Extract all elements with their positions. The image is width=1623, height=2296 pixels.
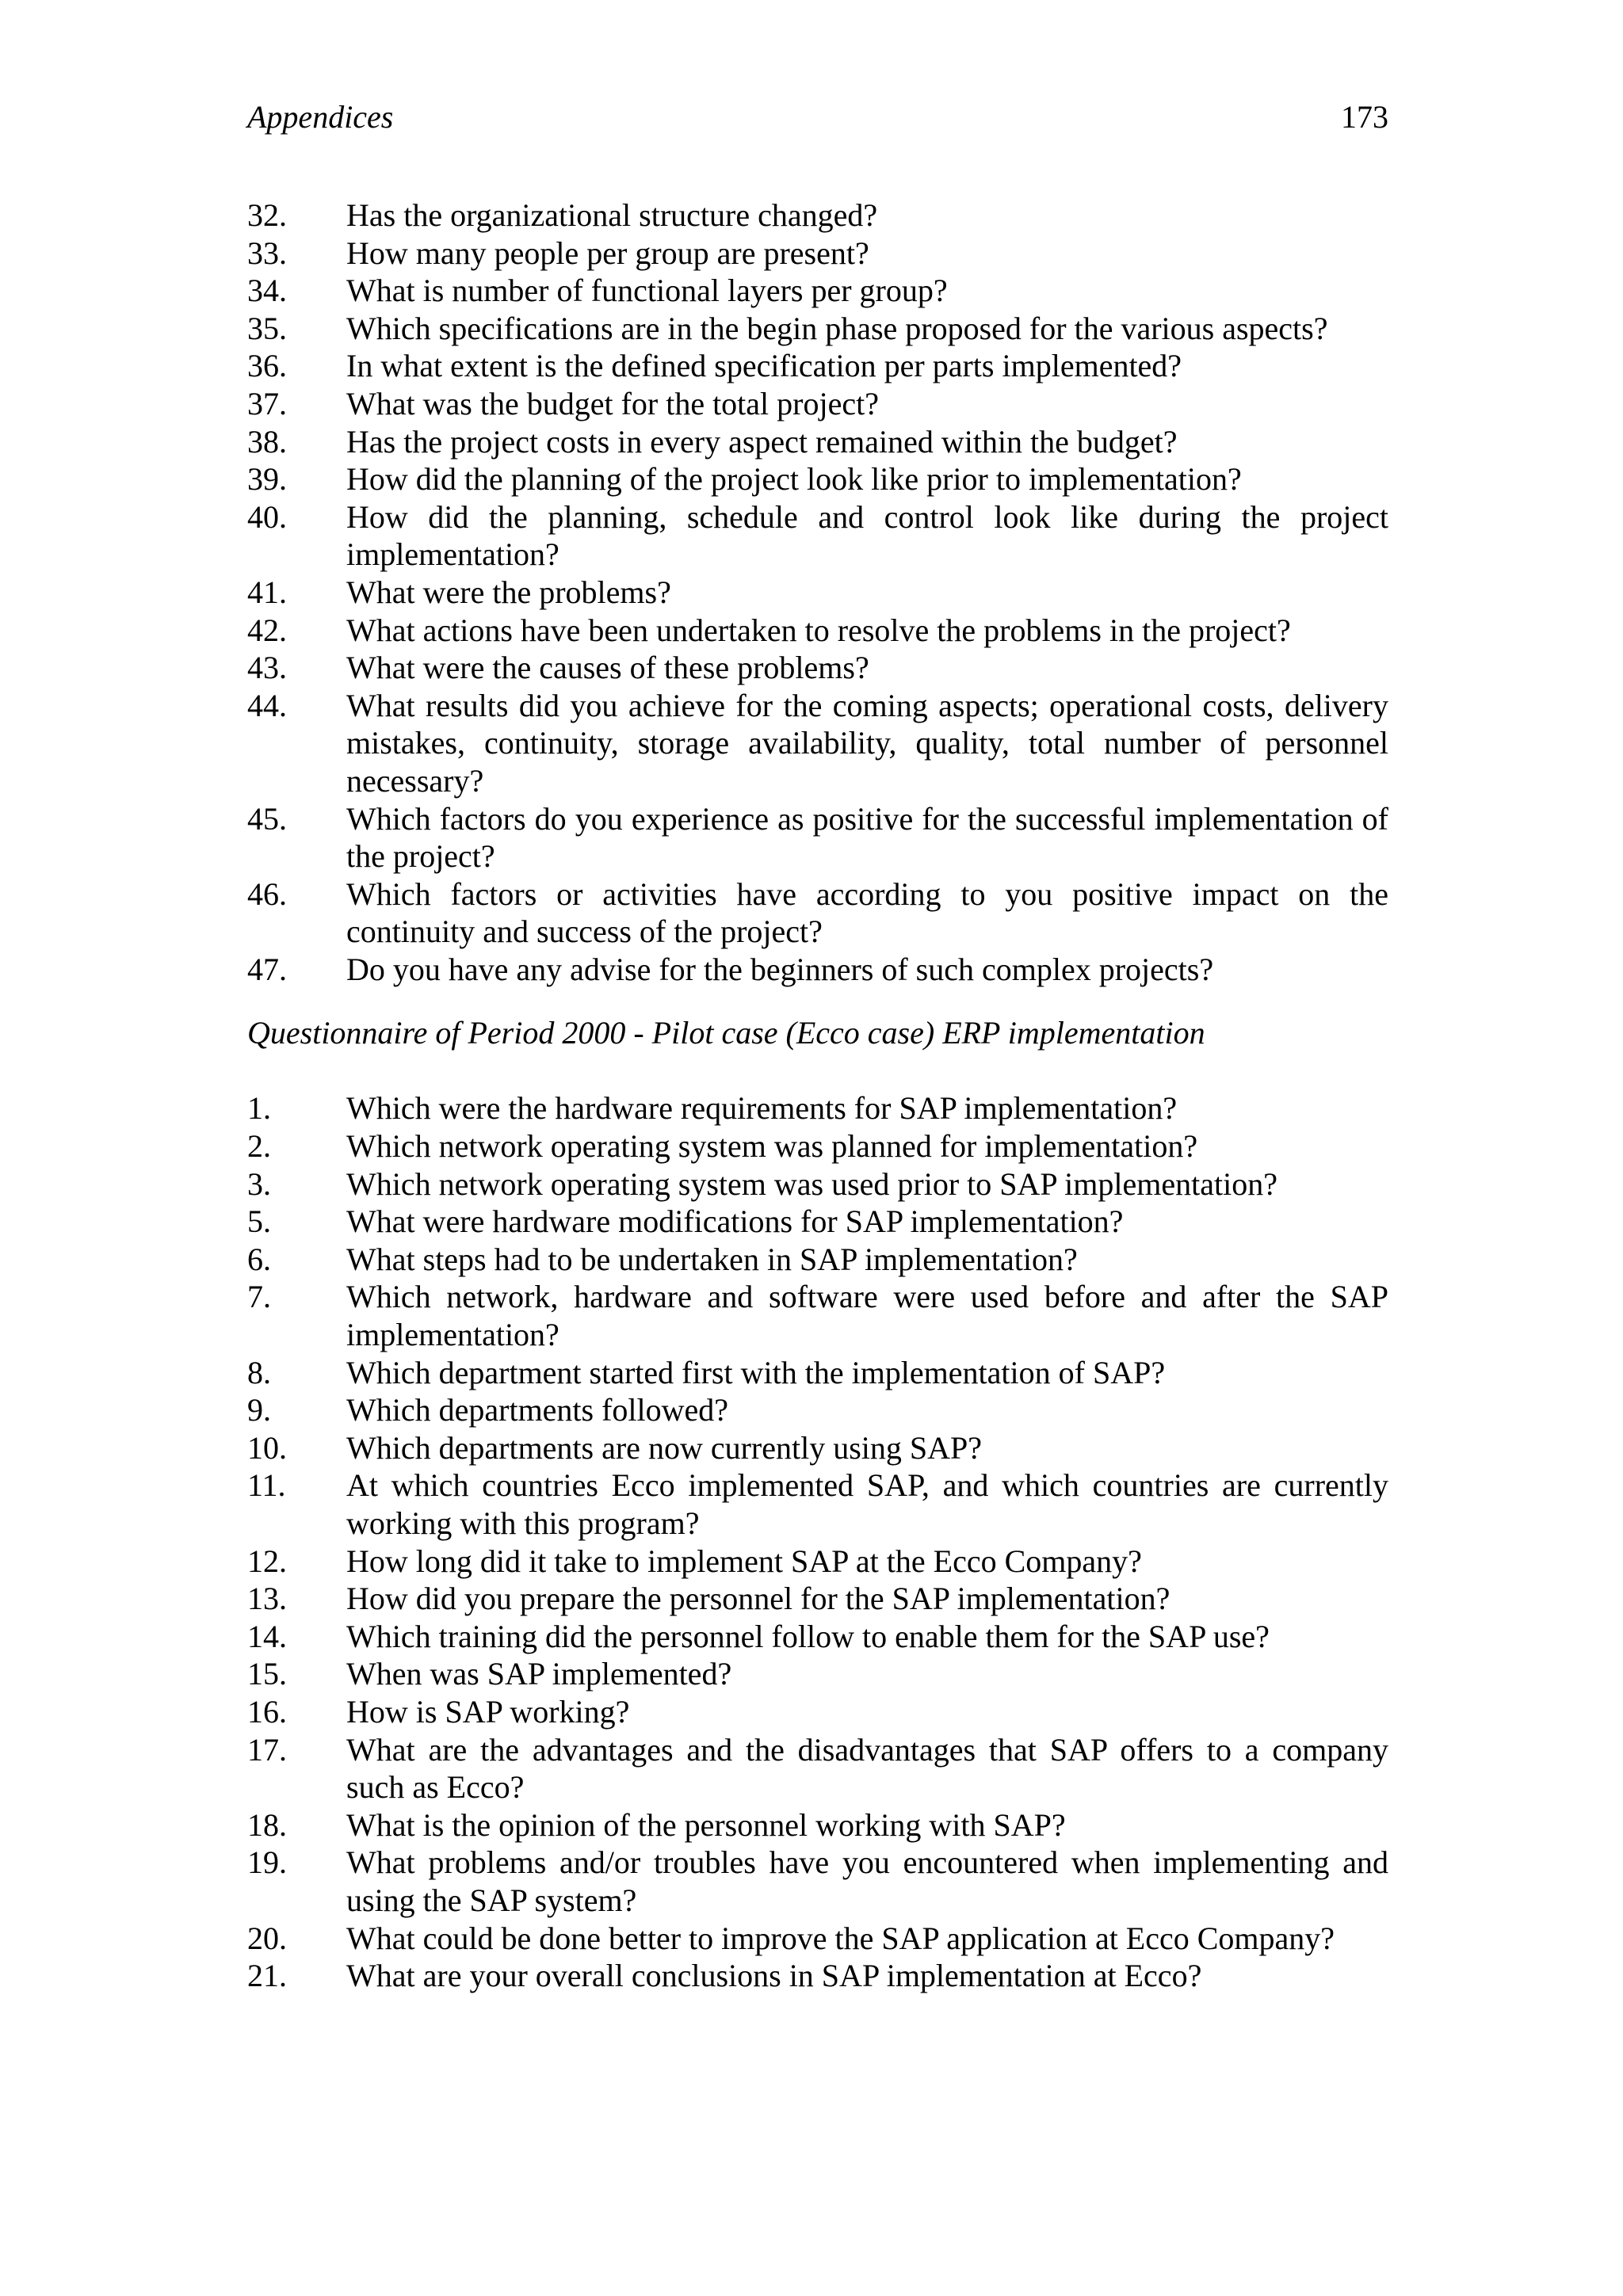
question-text: What are the advantages and the disadvantages that SAP offers to a company such as Ecco?: [346, 1731, 1388, 1806]
list-item: [247, 272, 1388, 310]
list-item: [247, 1806, 1388, 1844]
question-number: 40.: [247, 498, 287, 535]
question-text: Which department started first with the implementation of SAP?: [346, 1354, 1166, 1390]
question-number: 43.: [247, 650, 287, 686]
question-number: 35.: [247, 310, 287, 346]
list-item: [247, 1203, 1388, 1241]
question-text: What actions have been undertaken to resolve the problems in the project?: [346, 612, 1291, 648]
question-number: 2.: [247, 1128, 271, 1165]
section-heading: Questionnaire of Period 2000 - Pilot case (Ecco case) ERP implementation: [247, 1015, 1205, 1051]
question-text: What is the opinion of the personnel working with SAP?: [346, 1806, 1066, 1843]
question-text: Which training did the personnel follow to enable them for the SAP use?: [346, 1618, 1270, 1654]
question-text: What steps had to be undertaken in SAP implementation?: [346, 1241, 1078, 1277]
question-text: Which network operating system was used prior to SAP implementation?: [346, 1165, 1277, 1202]
question-number: 45.: [247, 800, 287, 837]
list-item: [247, 1920, 1388, 1958]
list-item: [247, 1655, 1388, 1693]
page-content: [247, 196, 1388, 1995]
list-item: [247, 951, 1388, 989]
question-number: 18.: [247, 1806, 287, 1843]
question-text: What were hardware modifications for SAP implementation?: [346, 1203, 1124, 1240]
list-item: [247, 1543, 1388, 1581]
question-text: Which departments are now currently using SAP?: [346, 1429, 983, 1466]
list-item: [247, 1580, 1388, 1618]
question-number: 3.: [247, 1165, 271, 1202]
question-text: What problems and/or troubles have you encountered when implementing and using the SAP system?: [346, 1844, 1388, 1918]
question-text: What results did you achieve for the coming aspects; operational costs, delivery mistakes, continuity, storage availability, quality, total number of personnel necessary?: [346, 687, 1388, 799]
question-text: How is SAP working?: [346, 1693, 630, 1730]
list-item: [247, 1844, 1388, 1919]
list-item: [247, 1241, 1388, 1279]
question-number: 13.: [247, 1581, 287, 1617]
question-text: What are your overall conclusions in SAP implementation at Ecco?: [346, 1958, 1202, 1994]
question-text: Has the organizational structure changed?: [346, 197, 878, 233]
question-text: In what extent is the defined specification per parts implemented?: [346, 348, 1182, 384]
question-number: 19.: [247, 1844, 287, 1881]
question-text: What were the problems?: [346, 574, 671, 610]
question-text: When was SAP implemented?: [346, 1656, 732, 1692]
list-item: [247, 649, 1388, 687]
question-text: What were the causes of these problems?: [346, 650, 869, 686]
question-text: Which network, hardware and software were used before and after the SAP implementation?: [346, 1279, 1388, 1353]
list-item: [247, 1391, 1388, 1429]
question-number: 17.: [247, 1731, 287, 1768]
question-number: 46.: [247, 875, 287, 912]
question-text: Do you have any advise for the beginners of such complex projects?: [346, 951, 1214, 987]
question-text: Which were the hardware requirements for SAP implementation?: [346, 1090, 1178, 1127]
question-number: 6.: [247, 1241, 271, 1277]
list-item: [247, 460, 1388, 498]
question-number: 15.: [247, 1656, 287, 1692]
question-number: 10.: [247, 1429, 287, 1466]
list-item: [247, 1089, 1388, 1127]
question-list-ecco: [247, 1089, 1388, 1994]
question-number: 11.: [247, 1467, 286, 1504]
question-number: 9.: [247, 1392, 271, 1428]
question-number: 37.: [247, 385, 287, 421]
list-item: [247, 1618, 1388, 1656]
question-text: Which factors do you experience as positive for the successful implementation of the project?: [346, 800, 1388, 875]
running-head: Appendices: [247, 99, 394, 135]
question-number: 8.: [247, 1354, 271, 1390]
question-number: 39.: [247, 461, 287, 498]
question-number: 47.: [247, 951, 287, 987]
question-number: 21.: [247, 1958, 287, 1994]
list-item: [247, 1731, 1388, 1806]
list-item: [247, 1693, 1388, 1731]
question-number: 1.: [247, 1090, 271, 1127]
question-number: 41.: [247, 574, 287, 610]
question-number: 36.: [247, 348, 287, 384]
question-number: 12.: [247, 1543, 287, 1579]
list-item: [247, 1278, 1388, 1353]
list-item: [247, 235, 1388, 273]
list-item: [247, 1957, 1388, 1995]
question-text: Which departments followed?: [346, 1392, 729, 1428]
question-number: 42.: [247, 612, 287, 648]
question-text: Which specifications are in the begin phase proposed for the various aspects?: [346, 310, 1328, 346]
question-number: 14.: [247, 1618, 287, 1654]
question-text: What was the budget for the total project?: [346, 385, 879, 421]
list-item: [247, 196, 1388, 235]
question-text: What could be done better to improve the SAP application at Ecco Company?: [346, 1920, 1335, 1956]
question-number: 44.: [247, 687, 287, 723]
question-number: 5.: [247, 1203, 271, 1240]
question-text: Which factors or activities have according to you positive impact on the continuity and success of the project?: [346, 875, 1388, 950]
list-item: [247, 385, 1388, 423]
list-item: [247, 875, 1388, 951]
list-item: [247, 1429, 1388, 1467]
question-number: 7.: [247, 1279, 271, 1315]
question-number: 20.: [247, 1920, 287, 1956]
question-list-continued: [247, 196, 1388, 988]
question-text: How did the planning, schedule and control look like during the project implementation?: [346, 498, 1388, 573]
question-number: 38.: [247, 423, 287, 460]
question-text: At which countries Ecco implemented SAP, and which countries are currently working with this program?: [346, 1467, 1388, 1541]
list-item: [247, 1466, 1388, 1542]
question-text: Which network operating system was planned for implementation?: [346, 1128, 1198, 1165]
list-item: [247, 612, 1388, 650]
question-number: 34.: [247, 273, 287, 309]
page-number: 173: [1341, 99, 1388, 135]
question-number: 33.: [247, 235, 287, 271]
list-item: [247, 1165, 1388, 1203]
page-header: [247, 93, 1388, 141]
question-number: 32.: [247, 197, 287, 233]
list-item: [247, 310, 1388, 348]
list-item: [247, 423, 1388, 461]
list-item: [247, 800, 1388, 875]
question-text: How did the planning of the project look like prior to implementation?: [346, 461, 1242, 498]
list-item: [247, 498, 1388, 574]
question-text: How long did it take to implement SAP at the Ecco Company?: [346, 1543, 1142, 1579]
list-item: [247, 687, 1388, 800]
question-text: How did you prepare the personnel for the SAP implementation?: [346, 1581, 1170, 1617]
question-text: What is number of functional layers per group?: [346, 273, 948, 309]
question-text: Has the project costs in every aspect remained within the budget?: [346, 423, 1178, 460]
list-item: [247, 1354, 1388, 1392]
list-item: [247, 347, 1388, 385]
question-number: 16.: [247, 1693, 287, 1730]
list-item: [247, 574, 1388, 612]
list-item: [247, 1127, 1388, 1165]
question-text: How many people per group are present?: [346, 235, 869, 271]
